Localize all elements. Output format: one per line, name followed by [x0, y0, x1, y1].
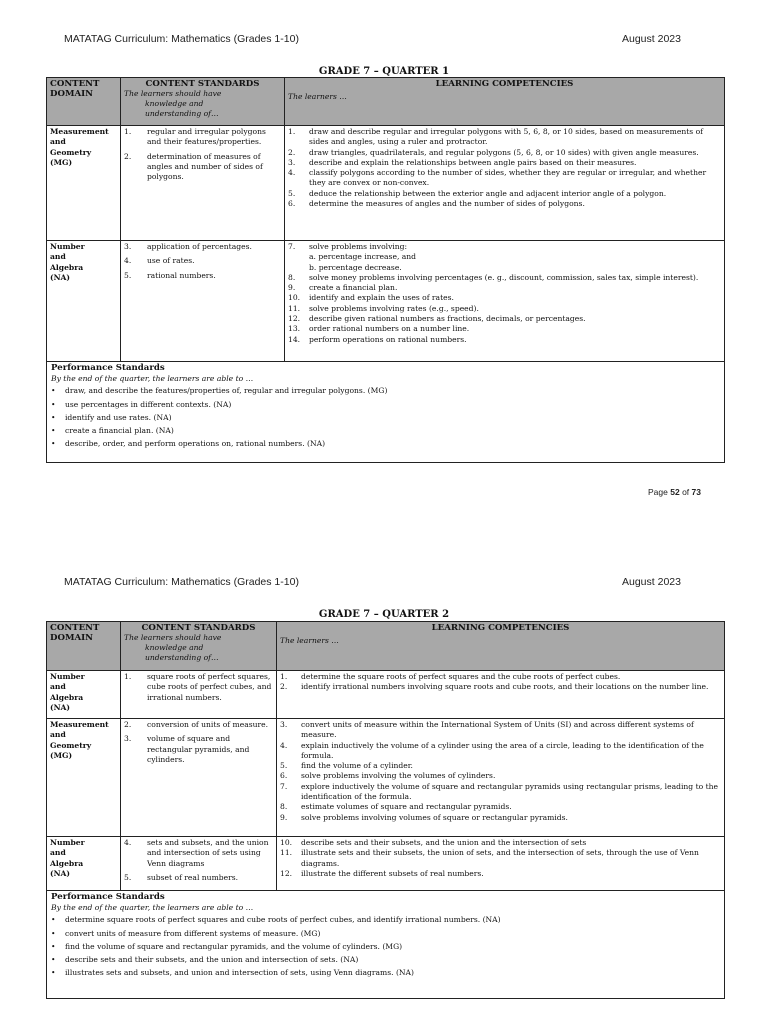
- header-subtext: The learners should have: [124, 633, 222, 642]
- domain-text: Geometry: [50, 147, 92, 157]
- item-text: identify and use rates. (NA): [65, 412, 172, 422]
- item-text: regular and irregular polygons and their features/properties.: [147, 127, 266, 147]
- item-text: determination of measures of angles and number of sides of polygons.: [147, 151, 263, 182]
- performance-item: [51, 942, 721, 952]
- performance-standards-row: [47, 362, 725, 463]
- performance-item: [51, 400, 721, 410]
- page-53: [0, 540, 768, 1024]
- item-number: 10.: [280, 838, 293, 847]
- item-text: describe sets and their subsets, and the union and intersection of sets. (NA): [65, 955, 359, 965]
- item-number: 10.: [288, 293, 301, 303]
- competency-item: [288, 324, 721, 334]
- item-text: deduce the relationship between the exterior angle and adjacent interior angle of a polygon.: [309, 188, 667, 198]
- item-text: explore inductively the volume of square and rectangular pyramids using rectangular prisms, leading to the identification of the formula.: [301, 781, 719, 802]
- item-text: b. percentage decrease.: [309, 262, 402, 272]
- competency-item: [288, 314, 721, 324]
- header-text: CONTENT STANDARDS: [141, 623, 256, 633]
- header-subtext: knowledge and: [145, 643, 204, 652]
- grade-quarter-title: GRADE 7 – QUARTER 2: [318, 609, 450, 620]
- item-text: illustrates sets and subsets, and union and intersection of sets, using Venn diagrams. (NA): [65, 968, 415, 978]
- item-text: find the volume of a cylinder.: [301, 761, 413, 771]
- table-row-mg: [47, 719, 725, 837]
- item-number: 8.: [280, 802, 288, 812]
- competency-subitem: [288, 263, 721, 273]
- standard-item: [124, 734, 273, 765]
- item-number: 3.: [124, 734, 132, 744]
- table-row-na: [47, 241, 725, 362]
- item-text: identify and explain the uses of rates.: [309, 293, 454, 303]
- item-text: use percentages in different contexts. (NA): [65, 399, 232, 409]
- competency-item: [280, 761, 721, 771]
- item-number: 5.: [124, 872, 132, 882]
- performance-item: [51, 929, 721, 939]
- item-text: describe, order, and perform operations on, rational numbers. (NA): [65, 439, 326, 449]
- item-text: volume of square and rectangular pyramids, and cylinders.: [147, 734, 250, 764]
- domain-text: and: [50, 252, 66, 262]
- item-text: perform operations on rational numbers.: [309, 334, 467, 344]
- header-learning-competencies: [285, 78, 725, 126]
- item-number: 9.: [288, 283, 296, 293]
- item-text: classify polygons according to the number of sides, whether they are regular or irregular, and whether they are convex or non-convex.: [309, 168, 707, 188]
- item-text: convert units of measure from different systems of measure. (MG): [65, 928, 321, 938]
- document-header-title: MATATAG Curriculum: Mathematics (Grades 1-10): [64, 33, 299, 45]
- competencies-cell: [277, 837, 725, 891]
- curriculum-table-q1: [46, 77, 725, 463]
- item-text: illustrate sets and their subsets, the union of sets, and the intersection of sets, through the use of Venn diagrams.: [301, 848, 699, 868]
- item-text: identify irrational numbers involving square roots and cube roots, and their locations on the number line.: [301, 682, 709, 692]
- item-text: rational numbers.: [147, 270, 216, 280]
- bullet-icon: •: [51, 941, 56, 951]
- item-text: conversion of units of measure.: [147, 720, 269, 729]
- curriculum-table-q2: [46, 621, 725, 999]
- item-number: 2.: [124, 720, 132, 729]
- item-text: determine square roots of perfect squares and cube roots of perfect cubes, and identify irrational numbers. (NA): [65, 915, 501, 925]
- item-text: convert units of measure within the International System of Units (SI) and across different systems of measure.: [301, 720, 694, 740]
- item-number: 1.: [280, 672, 288, 681]
- item-number: 1.: [124, 672, 132, 681]
- item-number: 5.: [280, 761, 288, 771]
- competency-item: [288, 293, 721, 303]
- table-row-na: [47, 671, 725, 719]
- domain-text: (NA): [50, 702, 71, 712]
- item-number: 3.: [288, 157, 296, 167]
- domain-text: Geometry: [50, 740, 92, 750]
- domain-text: Number: [50, 672, 85, 681]
- item-text: describe and explain the relationships between angle pairs based on their measures.: [309, 157, 637, 167]
- competency-item: [280, 802, 721, 812]
- competency-item: [288, 168, 721, 189]
- domain-text: Algebra: [50, 262, 84, 272]
- item-number: 6.: [288, 199, 296, 209]
- domain-cell: [47, 241, 121, 362]
- header-text: DOMAIN: [50, 89, 93, 99]
- competencies-cell: [285, 241, 725, 362]
- item-text: sets and subsets, and the union and intersection of sets using Venn diagrams: [147, 838, 269, 868]
- domain-text: (MG): [50, 750, 73, 760]
- competency-item: [288, 283, 721, 293]
- competency-item: [280, 869, 721, 879]
- competency-item: [288, 242, 721, 252]
- item-number: 9.: [280, 812, 288, 822]
- performance-standards-title: Performance Standards: [51, 892, 165, 902]
- standard-item: [124, 838, 273, 869]
- item-number: 5.: [288, 188, 296, 198]
- item-text: solve money problems involving percentages (e. g., discount, commission, sales tax, simple interest).: [309, 272, 699, 282]
- item-text: explain inductively the volume of a cylinder using the area of a circle, leading to the identification of the formula.: [301, 740, 704, 760]
- performance-standards-title: Performance Standards: [51, 363, 165, 373]
- header-text: CONTENT STANDARDS: [145, 79, 260, 89]
- bullet-icon: •: [51, 412, 56, 422]
- competency-item: [280, 782, 721, 803]
- item-number: 6.: [280, 771, 288, 781]
- standard-item: [124, 672, 273, 703]
- item-text: solve problems involving volumes of square or rectangular pyramids.: [301, 812, 568, 822]
- performance-standards-intro: By the end of the quarter, the learners are able to …: [51, 374, 254, 383]
- performance-item: [51, 413, 721, 423]
- header-text: DOMAIN: [50, 633, 93, 643]
- grade-quarter-title: GRADE 7 – QUARTER 1: [318, 66, 450, 77]
- item-text: draw triangles, quadrilaterals, and regular polygons (5, 6, 8, or 10 sides) with given angle measures.: [309, 147, 699, 157]
- competency-item: [280, 682, 721, 692]
- item-text: solve problems involving rates (e.g., speed).: [309, 303, 479, 313]
- page-number: [648, 487, 701, 497]
- competency-item: [288, 199, 721, 209]
- item-text: solve problems involving:: [309, 242, 408, 251]
- performance-standards-intro: By the end of the quarter, the learners are able to …: [51, 903, 254, 912]
- item-text: describe given rational numbers as fractions, decimals, or percentages.: [309, 314, 586, 324]
- item-text: draw, and describe the features/properties of, regular and irregular polygons. (MG): [65, 386, 388, 396]
- item-text: find the volume of square and rectangular pyramids, and the volume of cylinders. (MG): [65, 941, 403, 951]
- domain-cell: [47, 671, 121, 719]
- item-number: [288, 252, 309, 262]
- page-current: 52: [670, 487, 680, 497]
- item-number: 8.: [288, 272, 296, 282]
- header-text: CONTENT: [50, 623, 100, 633]
- document-header-date: August 2023: [622, 33, 681, 45]
- competency-item: [280, 813, 721, 823]
- page-total: 73: [691, 487, 702, 497]
- bullet-icon: •: [51, 928, 56, 938]
- header-subtext: knowledge and: [145, 99, 204, 108]
- competency-item: [280, 672, 721, 682]
- page-label: Page: [648, 487, 668, 497]
- domain-text: (NA): [50, 272, 71, 282]
- header-content-domain: [47, 622, 121, 671]
- table-row-mg: [47, 126, 725, 241]
- competency-item: [288, 127, 721, 148]
- item-text: draw and describe regular and irregular polygons with 5, 6, 8, or 10 sides, based on measurements of sides and angles, using a ruler and protractor.: [309, 127, 703, 147]
- table-row-na: [47, 837, 725, 891]
- performance-item: [51, 386, 721, 396]
- item-text: a. percentage increase, and: [309, 252, 417, 262]
- competency-item: [288, 335, 721, 345]
- performance-item: [51, 439, 721, 449]
- item-number: 3.: [124, 242, 132, 251]
- item-number: 12.: [280, 868, 293, 878]
- page-of: of: [682, 487, 690, 497]
- item-text: describe sets and their subsets, and the union and the intersection of sets: [301, 838, 587, 847]
- domain-text: (NA): [50, 868, 71, 878]
- header-text: LEARNING COMPETENCIES: [435, 79, 574, 89]
- domain-cell: [47, 126, 121, 241]
- domain-text: Measurement: [50, 127, 109, 136]
- item-text: estimate volumes of square and rectangular pyramids.: [301, 802, 512, 812]
- header-content-standards: [121, 622, 277, 671]
- domain-text: Number: [50, 242, 85, 251]
- header-text: LEARNING COMPETENCIES: [431, 623, 570, 633]
- standards-cell: [121, 126, 285, 241]
- item-number: 12.: [288, 314, 301, 324]
- item-number: 11.: [288, 303, 301, 313]
- header-subtext: understanding of…: [145, 653, 219, 662]
- performance-item: [51, 968, 721, 978]
- item-number: 7.: [288, 242, 296, 251]
- page-52: [0, 0, 768, 510]
- performance-standards-cell: [47, 362, 725, 463]
- item-number: 2.: [288, 147, 296, 157]
- competency-subitem: [288, 252, 721, 262]
- header-subtext: The learners …: [288, 92, 347, 101]
- header-subtext: The learners should have: [124, 89, 222, 98]
- item-number: 4.: [124, 838, 132, 847]
- competency-item: [280, 741, 721, 762]
- header-text: CONTENT: [50, 79, 100, 89]
- header-subtext: understanding of…: [145, 109, 219, 118]
- standard-item: [124, 152, 281, 183]
- header-content-domain: [47, 78, 121, 126]
- bullet-icon: •: [51, 955, 56, 965]
- bullet-icon: •: [51, 386, 56, 396]
- performance-item: [51, 955, 721, 965]
- item-number: 5.: [124, 270, 132, 280]
- item-text: create a financial plan. (NA): [65, 426, 174, 436]
- bullet-icon: •: [51, 399, 56, 409]
- item-number: 14.: [288, 334, 301, 344]
- standard-item: [124, 256, 281, 266]
- standards-cell: [121, 719, 277, 837]
- standard-item: [124, 271, 281, 281]
- item-text: determine the measures of angles and the number of sides of polygons.: [309, 199, 585, 209]
- item-text: order rational numbers on a number line.: [309, 324, 470, 334]
- header-subtext: The learners …: [280, 636, 339, 645]
- competency-item: [288, 148, 721, 158]
- item-text: use of rates.: [147, 256, 195, 266]
- item-number: 1.: [124, 127, 132, 136]
- domain-text: Algebra: [50, 858, 84, 868]
- domain-text: (MG): [50, 157, 73, 167]
- header-learning-competencies: [277, 622, 725, 671]
- item-number: 2.: [280, 682, 288, 692]
- competency-item: [280, 838, 721, 848]
- competencies-cell: [277, 671, 725, 719]
- item-text: square roots of perfect squares, cube roots of perfect cubes, and irrational numbers.: [147, 672, 272, 702]
- bullet-icon: •: [51, 915, 56, 925]
- item-number: 4.: [124, 256, 132, 266]
- bullet-icon: •: [51, 439, 56, 449]
- domain-cell: [47, 837, 121, 891]
- domain-text: and: [50, 730, 66, 740]
- competency-item: [280, 771, 721, 781]
- bullet-icon: •: [51, 426, 56, 436]
- domain-text: Measurement: [50, 720, 109, 729]
- standards-cell: [121, 241, 285, 362]
- document-header-date: August 2023: [622, 576, 681, 588]
- competency-item: [280, 720, 721, 741]
- item-text: subset of real numbers.: [147, 872, 239, 882]
- domain-text: and: [50, 137, 66, 147]
- item-number: 4.: [288, 168, 296, 178]
- competency-item: [280, 848, 721, 869]
- item-text: determine the square roots of perfect squares and the cube roots of perfect cubes.: [301, 672, 621, 681]
- item-number: 4.: [280, 740, 288, 750]
- performance-item: [51, 426, 721, 436]
- domain-text: and: [50, 682, 66, 692]
- item-number: 3.: [280, 720, 288, 729]
- item-number: [288, 263, 309, 273]
- item-text: solve problems involving the volumes of cylinders.: [301, 771, 496, 781]
- standard-item: [124, 242, 281, 252]
- standard-item: [124, 720, 273, 730]
- table-header-row: [47, 622, 725, 671]
- competency-item: [288, 304, 721, 314]
- performance-item: [51, 915, 721, 925]
- item-text: create a financial plan.: [309, 283, 398, 293]
- item-number: 2.: [124, 151, 132, 161]
- standard-item: [124, 127, 281, 148]
- standards-cell: [121, 837, 277, 891]
- item-number: 7.: [280, 781, 288, 791]
- performance-standards-cell: [47, 891, 725, 999]
- item-number: 13.: [288, 324, 301, 334]
- competencies-cell: [285, 126, 725, 241]
- performance-standards-row: [47, 891, 725, 999]
- document-header-title: MATATAG Curriculum: Mathematics (Grades 1-10): [64, 576, 299, 588]
- competency-item: [288, 189, 721, 199]
- item-text: application of percentages.: [147, 242, 252, 251]
- competency-item: [288, 273, 721, 283]
- item-number: 1.: [288, 127, 296, 136]
- item-number: 11.: [280, 848, 293, 858]
- header-content-standards: [121, 78, 285, 126]
- domain-text: and: [50, 848, 66, 858]
- standard-item: [124, 873, 273, 883]
- bullet-icon: •: [51, 968, 56, 978]
- competencies-cell: [277, 719, 725, 837]
- domain-cell: [47, 719, 121, 837]
- domain-text: Algebra: [50, 692, 84, 702]
- table-header-row: [47, 78, 725, 126]
- domain-text: Number: [50, 838, 85, 847]
- item-text: illustrate the different subsets of real numbers.: [301, 868, 484, 878]
- standards-cell: [121, 671, 277, 719]
- competency-item: [288, 158, 721, 168]
